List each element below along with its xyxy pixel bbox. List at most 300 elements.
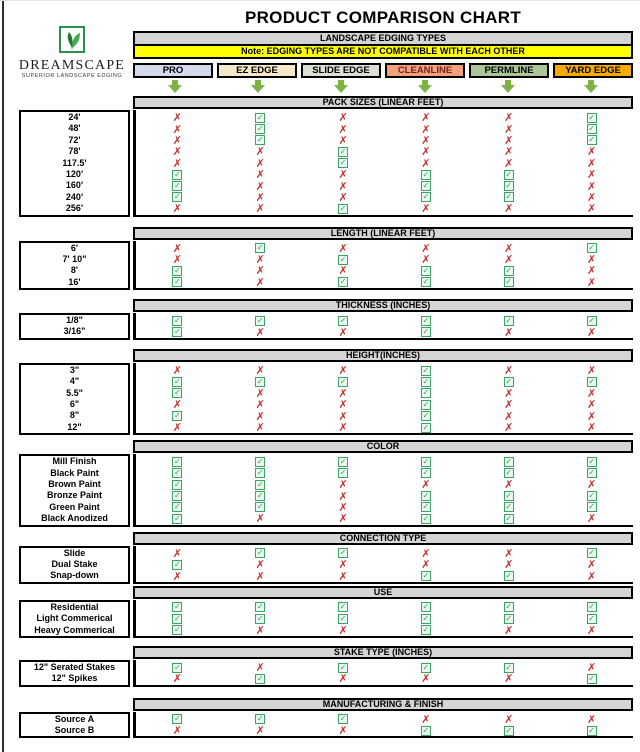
leaf-icon xyxy=(59,26,85,58)
check-mark: ✓ xyxy=(256,135,264,145)
check-mark: ✓ xyxy=(174,491,181,501)
cross-mark: ✗ xyxy=(586,145,597,159)
section-header: USE xyxy=(133,586,633,599)
mark-cell xyxy=(219,169,302,180)
mark-cell xyxy=(467,570,550,581)
check-mark: ✓ xyxy=(588,376,595,386)
mark-cell xyxy=(550,365,633,376)
mark-cell xyxy=(302,602,385,613)
page-title: PRODUCT COMPARISON CHART xyxy=(244,8,522,27)
mark-cell xyxy=(467,254,550,265)
cross-mark: ✗ xyxy=(586,409,597,423)
cross-mark: ✗ xyxy=(338,409,348,423)
cross-mark: ✗ xyxy=(586,569,597,583)
mark-cell xyxy=(302,479,385,490)
table-row xyxy=(136,265,633,276)
check-mark: ✓ xyxy=(174,327,181,337)
mark-cell xyxy=(219,365,302,376)
cross-mark: ✗ xyxy=(338,672,348,686)
check-mark: ✓ xyxy=(422,376,430,386)
mark-cell xyxy=(467,376,550,387)
check-mark: ✓ xyxy=(588,548,595,558)
check-mark: ✓ xyxy=(174,456,181,466)
row-label: Residential xyxy=(50,601,99,612)
cross-mark: ✗ xyxy=(255,569,265,583)
table-row xyxy=(136,277,633,288)
mark-cell xyxy=(550,570,633,581)
mark-cell xyxy=(550,490,633,501)
mark-cell xyxy=(219,265,302,276)
check-mark: ✓ xyxy=(588,613,595,623)
table-row xyxy=(136,479,633,490)
cross-mark: ✗ xyxy=(172,398,183,412)
check-mark: ✓ xyxy=(339,714,347,724)
cross-mark: ✗ xyxy=(586,325,597,339)
mark-cell xyxy=(136,613,219,624)
down-arrow-icon xyxy=(167,80,183,93)
check-mark: ✓ xyxy=(505,192,513,202)
mark-cell xyxy=(219,613,302,624)
cross-mark: ✗ xyxy=(586,156,597,170)
row-label: 8' xyxy=(70,265,79,276)
mark-cell xyxy=(136,456,219,467)
row-label: Source A xyxy=(54,713,95,724)
table-row xyxy=(136,388,633,399)
cross-mark: ✗ xyxy=(504,421,514,434)
check-mark: ✓ xyxy=(339,315,347,325)
cross-mark: ✗ xyxy=(586,253,597,267)
mark-cell xyxy=(219,490,302,501)
cross-mark: ✗ xyxy=(172,202,183,216)
mark-cell xyxy=(136,559,219,570)
check-mark: ✓ xyxy=(256,468,264,478)
mark-cell xyxy=(302,169,385,180)
mark-cell xyxy=(136,725,219,736)
check-mark: ✓ xyxy=(256,613,264,623)
mark-cell xyxy=(384,326,467,337)
brand-logo xyxy=(16,26,128,80)
cross-mark: ✗ xyxy=(586,275,597,289)
mark-cell xyxy=(219,277,302,288)
check-mark: ✓ xyxy=(505,169,513,179)
check-mark: ✓ xyxy=(505,491,513,501)
check-mark: ✓ xyxy=(422,422,430,432)
arrow-row xyxy=(133,80,633,93)
table-row xyxy=(136,399,633,410)
cross-mark: ✗ xyxy=(338,133,348,147)
row-label: Green Paint xyxy=(49,501,100,512)
down-arrow-icon xyxy=(583,80,599,93)
cross-mark: ✗ xyxy=(586,512,597,526)
mark-cell xyxy=(302,725,385,736)
mark-cell xyxy=(302,513,385,524)
table-row xyxy=(136,468,633,479)
check-mark: ✓ xyxy=(422,315,430,325)
cross-mark: ✗ xyxy=(338,478,348,492)
table-row xyxy=(136,410,633,421)
mark-cell xyxy=(467,326,550,337)
section-thickness-inches xyxy=(0,299,640,340)
mark-cell xyxy=(219,725,302,736)
check-mark: ✓ xyxy=(339,456,347,466)
section-header: COLOR xyxy=(133,440,633,453)
product-box-permline: PERMLINE xyxy=(469,63,549,78)
check-mark: ✓ xyxy=(256,502,264,512)
check-mark: ✓ xyxy=(505,513,513,523)
cross-mark: ✗ xyxy=(172,145,183,159)
mark-cell xyxy=(219,468,302,479)
mark-cell xyxy=(219,673,302,684)
mark-cell xyxy=(384,625,467,636)
mark-cell xyxy=(467,613,550,624)
cross-mark: ✗ xyxy=(255,145,265,159)
section-header: LENGTH (LINEAR FEET) xyxy=(133,227,633,240)
row-labels xyxy=(19,546,130,584)
cross-mark: ✗ xyxy=(504,623,514,637)
cross-mark: ✗ xyxy=(255,724,265,738)
check-mark: ✓ xyxy=(256,479,264,489)
cross-mark: ✗ xyxy=(504,156,514,170)
table-row xyxy=(136,673,633,684)
brand-name: DREAMSCAPE xyxy=(18,58,126,73)
mark-cell xyxy=(219,456,302,467)
check-mark: ✓ xyxy=(422,399,430,409)
mark-cell xyxy=(550,169,633,180)
check-mark: ✓ xyxy=(505,277,513,287)
sections xyxy=(0,96,640,738)
check-mark: ✓ xyxy=(174,662,181,672)
mark-cell xyxy=(550,714,633,725)
cross-mark: ✗ xyxy=(504,325,514,339)
section-manufacturing-finish xyxy=(0,698,640,739)
row-label: 7' 10" xyxy=(62,253,87,264)
cross-mark: ✗ xyxy=(255,558,265,572)
check-mark: ✓ xyxy=(174,613,181,623)
section-body xyxy=(0,600,640,638)
table-row xyxy=(136,602,633,613)
table-row xyxy=(136,243,633,254)
cross-mark: ✗ xyxy=(586,558,597,572)
mark-cell xyxy=(136,502,219,513)
cross-mark: ✗ xyxy=(338,386,348,400)
mark-cell xyxy=(467,277,550,288)
check-mark: ✓ xyxy=(256,112,264,122)
check-mark: ✓ xyxy=(588,673,595,683)
mark-cell xyxy=(219,376,302,387)
table-row xyxy=(136,123,633,134)
check-mark: ✓ xyxy=(174,265,181,275)
mark-cell xyxy=(467,456,550,467)
check-mark: ✓ xyxy=(174,388,181,398)
check-mark: ✓ xyxy=(256,602,264,612)
mark-cell xyxy=(467,169,550,180)
table-row xyxy=(136,365,633,376)
table-row xyxy=(136,456,633,467)
cross-mark: ✗ xyxy=(504,409,514,423)
section-body xyxy=(0,546,640,584)
check-mark: ✓ xyxy=(588,112,595,122)
mark-cell xyxy=(550,559,633,570)
data-grid xyxy=(133,363,633,435)
mark-cell xyxy=(550,479,633,490)
mark-cell xyxy=(219,315,302,326)
check-mark: ✓ xyxy=(422,625,430,635)
mark-cell xyxy=(384,602,467,613)
section-header: PACK SIZES (LINEAR FEET) xyxy=(133,96,633,109)
cross-mark: ✗ xyxy=(421,133,431,147)
mark-cell xyxy=(302,376,385,387)
mark-cell xyxy=(302,277,385,288)
arrow-cell xyxy=(550,80,633,93)
mark-cell xyxy=(302,365,385,376)
check-mark: ✓ xyxy=(256,376,264,386)
mark-cell xyxy=(384,410,467,421)
mark-cell xyxy=(467,146,550,157)
mark-cell xyxy=(384,673,467,684)
mark-cell xyxy=(219,112,302,123)
arrow-cell xyxy=(383,80,466,93)
check-mark: ✓ xyxy=(174,192,181,202)
mark-cell xyxy=(136,158,219,169)
check-mark: ✓ xyxy=(339,277,347,287)
data-grid xyxy=(133,110,633,217)
cross-mark: ✗ xyxy=(421,145,431,159)
section-header: HEIGHT(INCHES) xyxy=(133,349,633,362)
mark-cell xyxy=(467,158,550,169)
down-arrow-icon xyxy=(333,80,349,93)
section-body xyxy=(0,241,640,291)
data-grid xyxy=(133,660,633,687)
row-label: Mill Finish xyxy=(52,456,97,467)
check-mark: ✓ xyxy=(339,662,347,672)
cross-mark: ✗ xyxy=(255,386,265,400)
mark-cell xyxy=(384,158,467,169)
row-label: 240' xyxy=(65,191,84,202)
cross-mark: ✗ xyxy=(172,724,183,738)
mark-cell xyxy=(136,513,219,524)
table-row xyxy=(136,315,633,326)
check-mark: ✓ xyxy=(422,513,430,523)
mark-cell xyxy=(136,570,219,581)
row-label: Slide xyxy=(63,547,86,558)
cross-mark: ✗ xyxy=(255,253,265,267)
product-box-cleanline: CLEANLINE xyxy=(385,63,465,78)
down-arrow-icon xyxy=(500,80,516,93)
check-mark: ✓ xyxy=(505,265,513,275)
cross-mark: ✗ xyxy=(255,661,265,675)
section-body xyxy=(0,660,640,687)
data-grid xyxy=(133,241,633,291)
mark-cell xyxy=(550,123,633,134)
mark-cell xyxy=(467,422,550,433)
mark-cell xyxy=(550,399,633,410)
check-mark: ✓ xyxy=(174,169,181,179)
mark-cell xyxy=(384,388,467,399)
cross-mark: ✗ xyxy=(586,364,597,378)
cross-mark: ✗ xyxy=(504,145,514,159)
cross-mark: ✗ xyxy=(172,421,183,434)
cross-mark: ✗ xyxy=(504,364,514,378)
cross-mark: ✗ xyxy=(172,253,183,267)
row-label: 5.5" xyxy=(66,387,83,398)
mark-cell xyxy=(467,625,550,636)
mark-cell xyxy=(467,490,550,501)
mark-cell xyxy=(384,422,467,433)
check-mark: ✓ xyxy=(174,376,181,386)
mark-cell xyxy=(467,559,550,570)
cross-mark: ✗ xyxy=(338,168,348,182)
cross-mark: ✗ xyxy=(338,190,348,204)
mark-cell xyxy=(136,548,219,559)
check-mark: ✓ xyxy=(505,181,513,191)
mark-cell xyxy=(219,602,302,613)
check-mark: ✓ xyxy=(174,411,181,421)
mark-cell xyxy=(384,399,467,410)
mark-cell xyxy=(550,376,633,387)
cross-mark: ✗ xyxy=(172,364,183,378)
check-mark: ✓ xyxy=(422,169,430,179)
section-header: MANUFACTURING & FINISH xyxy=(133,698,633,711)
data-grid xyxy=(133,454,633,526)
check-mark: ✓ xyxy=(422,602,430,612)
mark-cell xyxy=(384,146,467,157)
check-mark: ✓ xyxy=(422,613,430,623)
check-mark: ✓ xyxy=(339,468,347,478)
mark-cell xyxy=(136,673,219,684)
mark-cell xyxy=(467,365,550,376)
check-mark: ✓ xyxy=(588,124,595,134)
cross-mark: ✗ xyxy=(338,489,348,503)
row-labels xyxy=(19,712,130,739)
data-grid xyxy=(133,600,633,638)
row-labels xyxy=(19,600,130,638)
check-mark: ✓ xyxy=(339,158,347,168)
check-mark: ✓ xyxy=(422,181,430,191)
row-label: Black Anodized xyxy=(41,513,108,524)
mark-cell xyxy=(219,123,302,134)
table-row xyxy=(136,203,633,214)
mark-cell xyxy=(550,673,633,684)
cross-mark: ✗ xyxy=(421,202,431,216)
banner-heading: LANDSCAPE EDGING TYPES xyxy=(135,33,631,46)
check-mark: ✓ xyxy=(505,468,513,478)
check-mark: ✓ xyxy=(422,388,430,398)
down-arrow-icon xyxy=(417,80,433,93)
check-mark: ✓ xyxy=(588,456,595,466)
check-mark: ✓ xyxy=(422,277,430,287)
mark-cell xyxy=(467,673,550,684)
cross-mark: ✗ xyxy=(338,512,348,526)
check-mark: ✓ xyxy=(174,479,181,489)
check-mark: ✓ xyxy=(422,265,430,275)
mark-cell xyxy=(550,146,633,157)
cross-mark: ✗ xyxy=(255,179,265,193)
mark-cell xyxy=(467,725,550,736)
mark-cell xyxy=(467,315,550,326)
cross-mark: ✗ xyxy=(338,241,348,255)
cross-mark: ✗ xyxy=(338,558,348,572)
check-mark: ✓ xyxy=(174,468,181,478)
cross-mark: ✗ xyxy=(421,156,431,170)
check-mark: ✓ xyxy=(422,365,430,375)
cross-mark: ✗ xyxy=(172,672,183,686)
cross-mark: ✗ xyxy=(255,623,265,637)
mark-cell xyxy=(302,570,385,581)
mark-cell xyxy=(219,479,302,490)
section-body xyxy=(0,454,640,526)
cross-mark: ✗ xyxy=(338,398,348,412)
mark-cell xyxy=(467,602,550,613)
mark-cell xyxy=(384,365,467,376)
data-grid xyxy=(133,313,633,340)
mark-cell xyxy=(302,203,385,214)
row-label: 117.5' xyxy=(62,157,87,168)
row-label: 256' xyxy=(65,203,84,214)
row-labels xyxy=(19,313,130,340)
row-labels xyxy=(19,454,130,526)
mark-cell xyxy=(384,277,467,288)
mark-cell xyxy=(136,625,219,636)
check-mark: ✓ xyxy=(588,315,595,325)
arrow-cell xyxy=(133,80,216,93)
table-row xyxy=(136,169,633,180)
mark-cell xyxy=(467,265,550,276)
mark-cell xyxy=(467,714,550,725)
mark-cell xyxy=(302,559,385,570)
check-mark: ✓ xyxy=(422,468,430,478)
table-row xyxy=(136,135,633,146)
check-mark: ✓ xyxy=(339,203,347,213)
row-label: 3" xyxy=(69,364,80,375)
check-mark: ✓ xyxy=(422,571,430,581)
row-label: Light Commerical xyxy=(36,613,113,624)
cross-mark: ✗ xyxy=(255,275,265,289)
table-row xyxy=(136,570,633,581)
data-grid xyxy=(133,712,633,739)
mark-cell xyxy=(136,254,219,265)
check-mark: ✓ xyxy=(339,613,347,623)
cross-mark: ✗ xyxy=(421,478,431,492)
check-mark: ✓ xyxy=(339,376,347,386)
cross-mark: ✗ xyxy=(255,512,265,526)
check-mark: ✓ xyxy=(174,714,181,724)
section-length-linear-feet xyxy=(0,227,640,291)
mark-cell xyxy=(550,625,633,636)
cross-mark: ✗ xyxy=(338,325,348,339)
arrow-cell xyxy=(300,80,383,93)
cross-mark: ✗ xyxy=(504,712,514,726)
cross-mark: ✗ xyxy=(255,421,265,434)
mark-cell xyxy=(219,422,302,433)
table-row xyxy=(136,490,633,501)
mark-cell xyxy=(550,265,633,276)
check-mark: ✓ xyxy=(505,456,513,466)
check-mark: ✓ xyxy=(256,714,264,724)
check-mark: ✓ xyxy=(588,135,595,145)
mark-cell xyxy=(384,315,467,326)
mark-cell xyxy=(302,146,385,157)
mark-cell xyxy=(302,456,385,467)
mark-cell xyxy=(550,662,633,673)
mark-cell xyxy=(219,513,302,524)
section-pack-sizes-linear-feet xyxy=(0,96,640,217)
cross-mark: ✗ xyxy=(504,672,514,686)
mark-cell xyxy=(384,112,467,123)
row-label: Source B xyxy=(54,725,95,736)
cross-mark: ✗ xyxy=(255,264,265,278)
cross-mark: ✗ xyxy=(504,398,514,412)
check-mark: ✓ xyxy=(588,602,595,612)
